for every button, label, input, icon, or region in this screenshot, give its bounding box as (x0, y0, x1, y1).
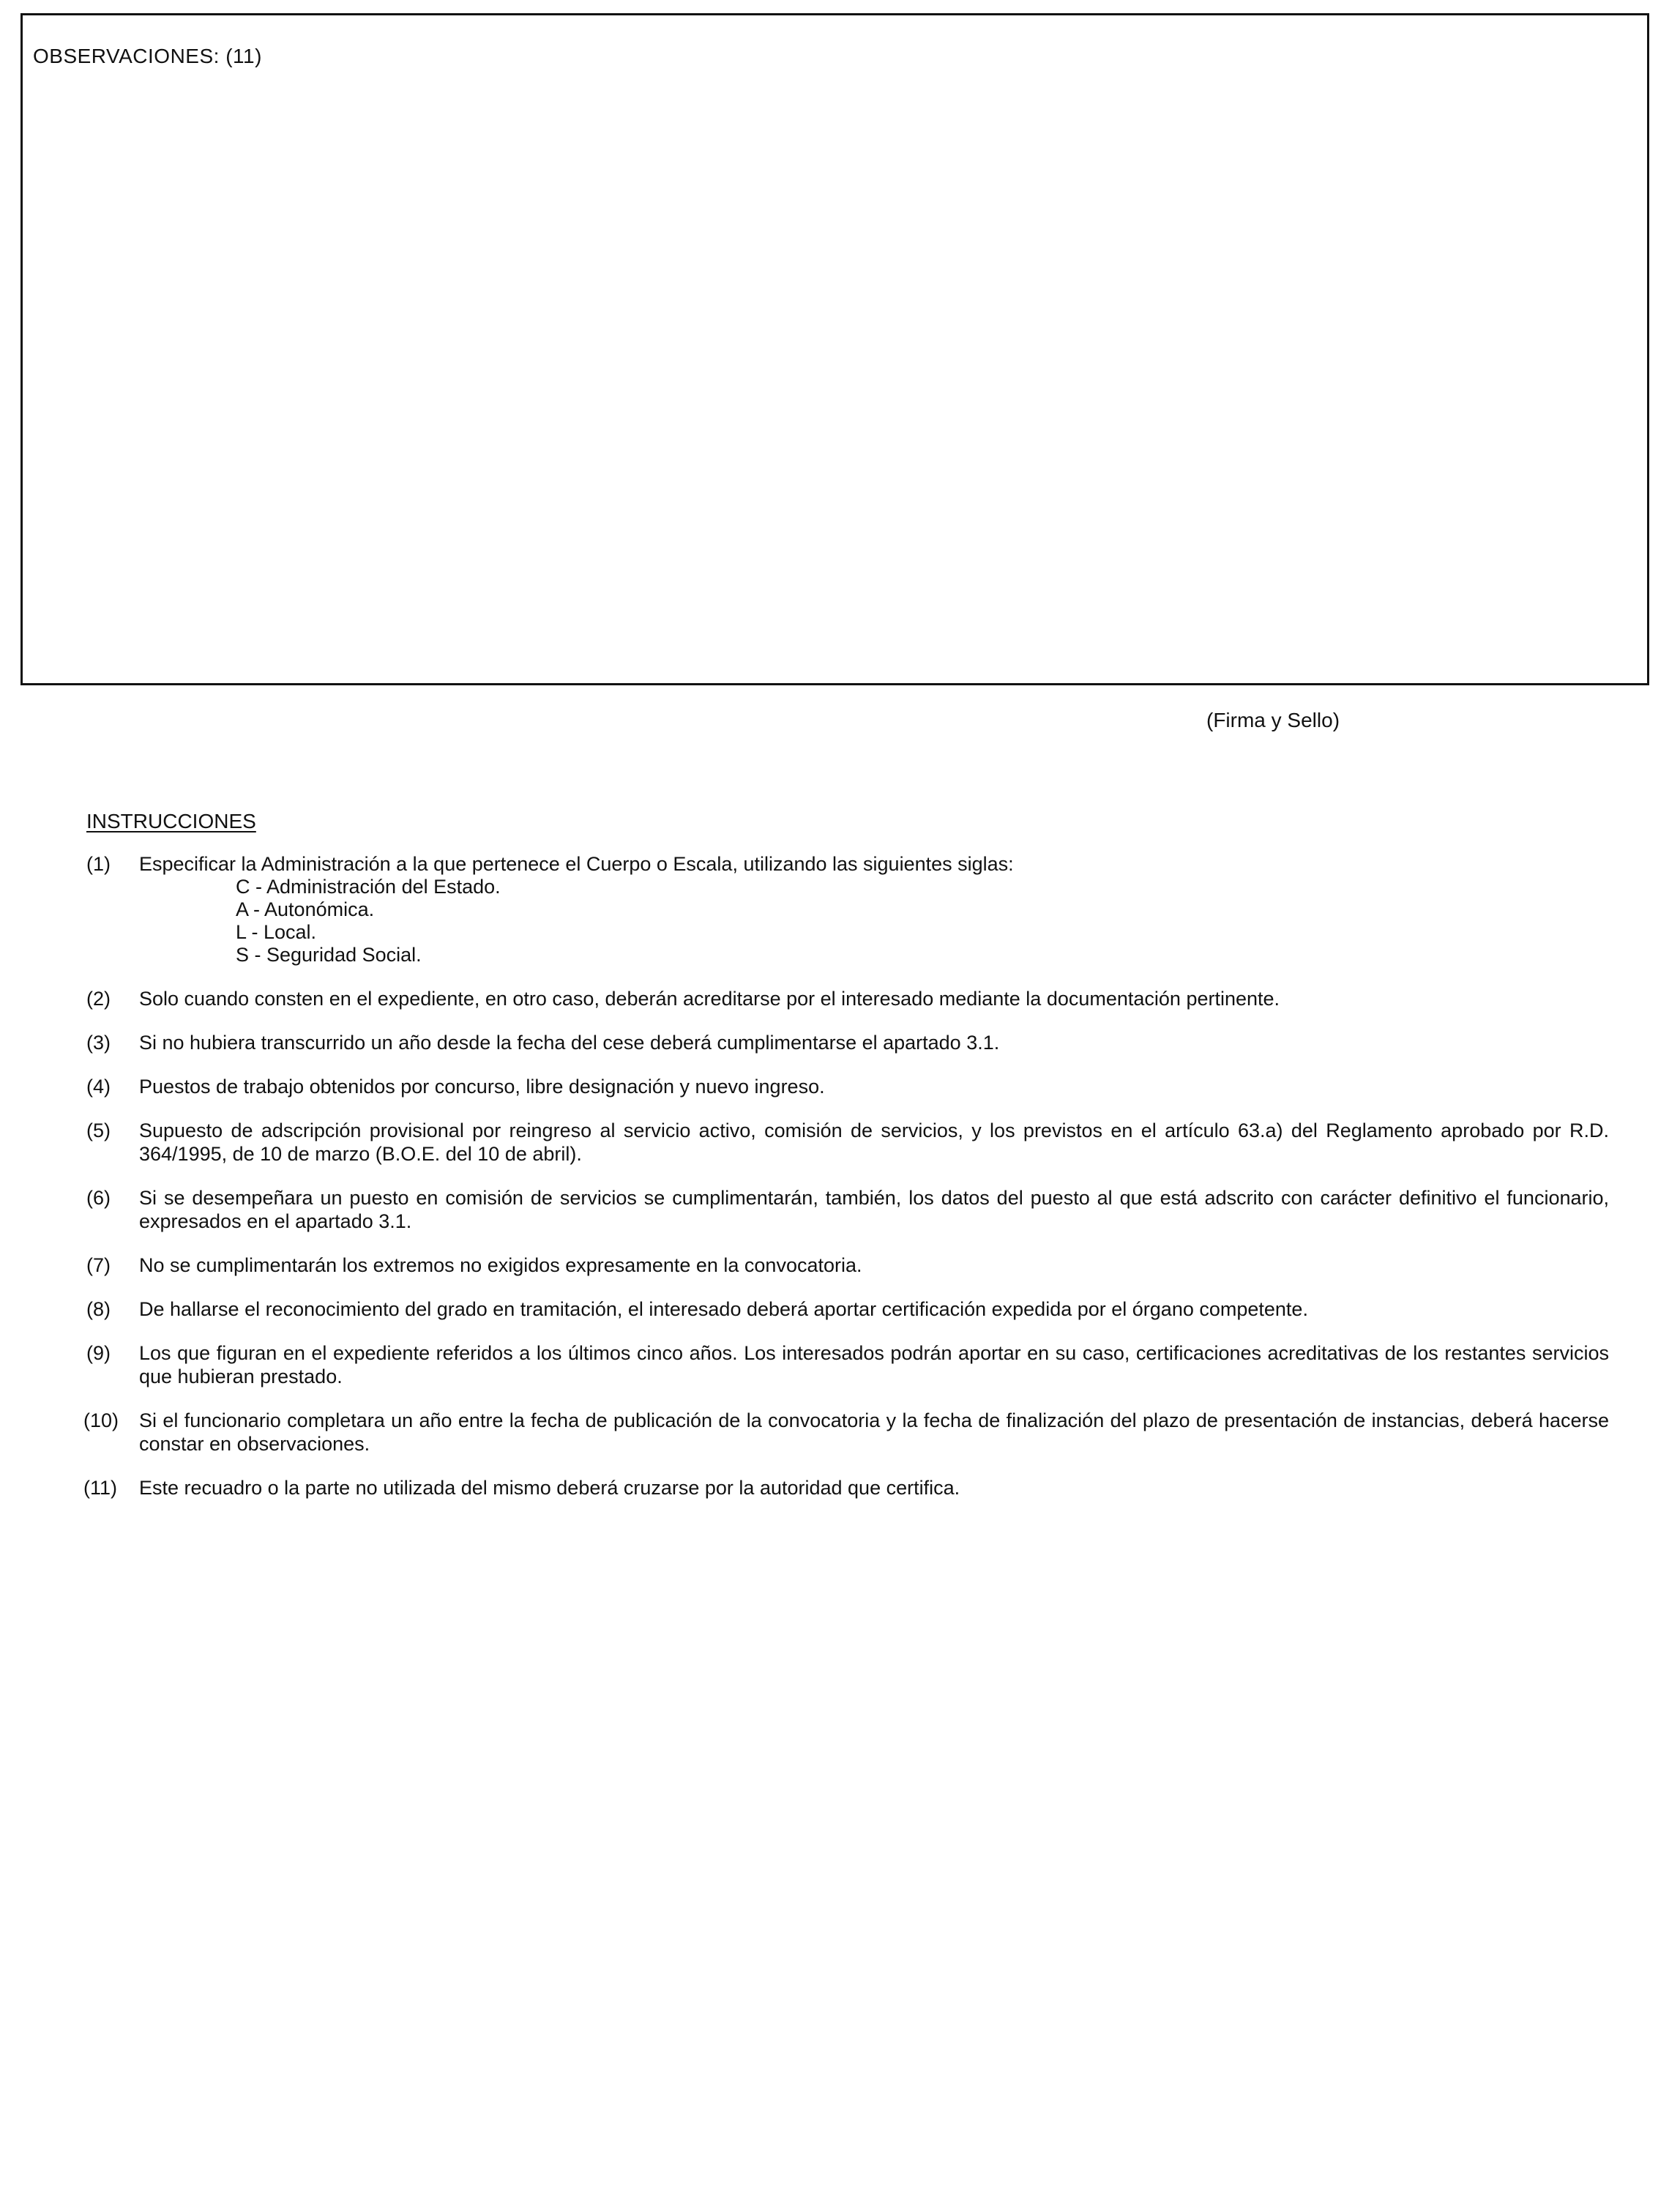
instruction-text: Solo cuando consten en el expediente, en otro caso, deberán acreditarse por el interesado mediante la documentación pertinente. (139, 988, 1280, 1010)
instruction-item-2 (86, 987, 1609, 1010)
instruction-item-7 (86, 1253, 1609, 1277)
signature-label: (Firma y Sello) (1206, 709, 1340, 731)
observaciones-label: OBSERVACIONES: (11) (33, 45, 262, 67)
instruction-text: Puestos de trabajo obtenidos por concurso, libre designación y nuevo ingreso. (139, 1076, 825, 1098)
siglas-list (139, 876, 1609, 966)
instruction-number: (1) (86, 853, 111, 875)
instruction-text: Especificar la Administración a la que pertenece el Cuerpo o Escala, utilizando las siguientes siglas: (139, 853, 1014, 875)
observaciones-box (20, 13, 1649, 685)
sigla-item: S - Seguridad Social. (236, 944, 422, 966)
instrucciones-title: INSTRUCCIONES (86, 810, 256, 832)
instruction-number: (5) (86, 1120, 111, 1141)
instruction-item-5 (86, 1119, 1609, 1166)
instruction-number: (6) (86, 1187, 111, 1209)
instruction-item-1 (86, 852, 1609, 966)
instruction-text: No se cumplimentarán los extremos no exigidos expresamente en la convocatoria. (139, 1254, 862, 1276)
instruction-number: (2) (86, 988, 111, 1010)
sigla-item: L - Local. (236, 921, 317, 943)
instruction-text: Si el funcionario completara un año entre la fecha de publicación de la convocatoria y la fecha de finalización del plazo de presentación de instancias, deberá hacerse constar en observaciones. (139, 1409, 1609, 1455)
instruction-item-3 (86, 1031, 1609, 1054)
instruction-number: (4) (86, 1076, 111, 1098)
instruction-text: Si no hubiera transcurrido un año desde la fecha del cese deberá cumplimentarse el apartado 3.1. (139, 1032, 1000, 1054)
instruction-number: (8) (86, 1298, 111, 1320)
instruction-number: (9) (86, 1342, 111, 1364)
instruction-item-10 (83, 1409, 1609, 1456)
sigla-item: C - Administración del Estado. (236, 876, 501, 898)
instruction-number: (3) (86, 1032, 111, 1054)
instruction-number: (10) (83, 1409, 119, 1431)
instruction-item-9 (86, 1341, 1609, 1388)
instruction-item-8 (86, 1297, 1609, 1321)
sigla-item: A - Autonómica. (236, 898, 375, 920)
instruction-item-4 (86, 1075, 1609, 1098)
instruction-text: De hallarse el reconocimiento del grado en tramitación, el interesado deberá aportar certificación expedida por el órgano competente. (139, 1298, 1308, 1320)
instruction-text: Los que figuran en el expediente referidos a los últimos cinco años. Los interesados podrán aportar en su caso, certificaciones acreditativas de los restantes servicios que hubieran prestado. (139, 1342, 1609, 1387)
instruction-number: (11) (83, 1477, 118, 1499)
instruction-text: Si se desempeñara un puesto en comisión de servicios se cumplimentarán, también, los datos del puesto al que está adscrito con carácter definitivo el funcionario, expresados en el apartado 3.1. (139, 1187, 1609, 1232)
instrucciones-list (83, 852, 1609, 1520)
instruction-item-11 (83, 1476, 1609, 1500)
instruction-item-6 (86, 1186, 1609, 1233)
instruction-text: Supuesto de adscripción provisional por reingreso al servicio activo, comisión de servicios, y los previstos en el artículo 63.a) del Reglamento aprobado por R.D. 364/1995, de 10 de marzo (B.O.E. del 10 de abril). (139, 1120, 1609, 1165)
instruction-number: (7) (86, 1254, 111, 1276)
instruction-text: Este recuadro o la parte no utilizada del mismo deberá cruzarse por la autoridad que certifica. (139, 1477, 960, 1499)
